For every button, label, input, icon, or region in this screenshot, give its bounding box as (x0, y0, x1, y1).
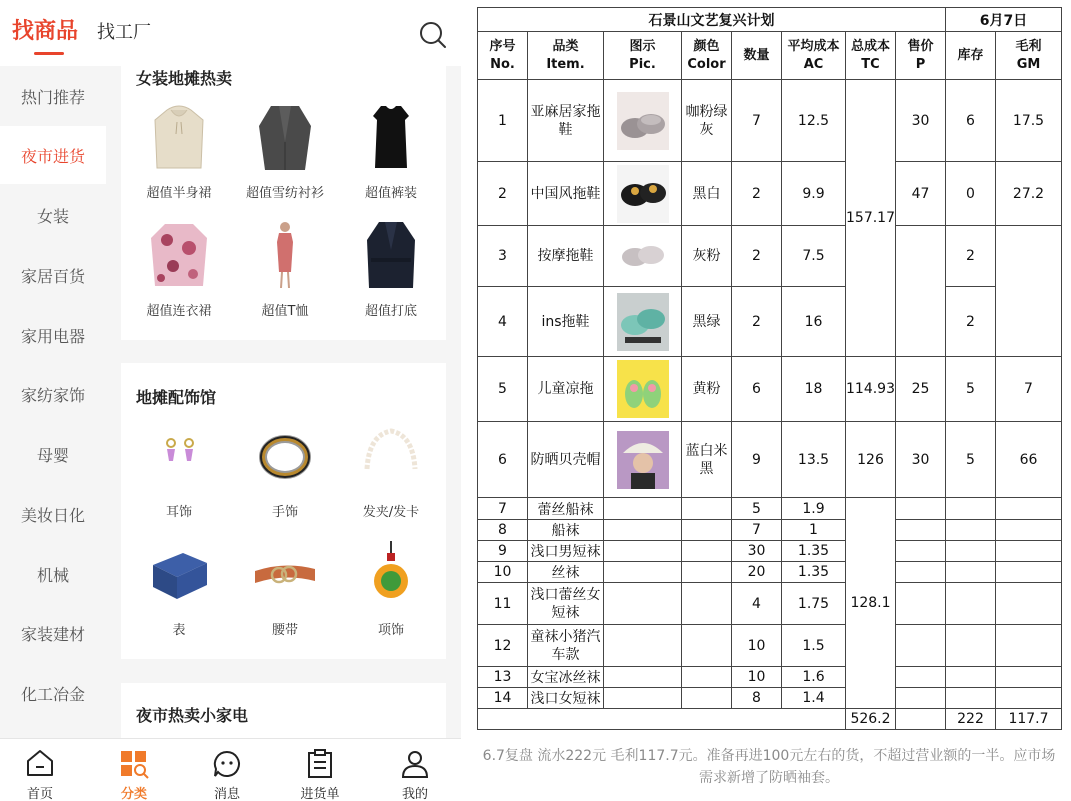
cell-qty: 9 (732, 422, 782, 498)
cell-no: 2 (478, 162, 528, 226)
pearl-headband-icon (361, 421, 421, 491)
cell-no: 8 (478, 520, 528, 541)
sidebar-item-hot[interactable] (0, 67, 106, 125)
col-header-item: 品类 Item. (528, 32, 604, 80)
hoodie-icon (149, 102, 209, 172)
cell-ac: 12.5 (782, 80, 846, 162)
cell-qty: 10 (732, 625, 782, 667)
total-stock: 222 (946, 709, 996, 730)
sidebar-item-machinery[interactable] (0, 545, 106, 603)
cell-item: 儿童凉拖 (528, 357, 604, 422)
cell-qty: 20 (732, 562, 782, 583)
sidebar-item-textiles[interactable] (0, 365, 106, 423)
product-label: 超值半身裙 (146, 186, 212, 201)
table-row (478, 226, 1062, 287)
sidebar-item-label: 家居百货 (20, 266, 85, 286)
cell-no: 6 (478, 422, 528, 498)
nav-label: 首页 (26, 787, 53, 801)
cell-qty: 2 (732, 162, 782, 226)
table-row (478, 562, 1062, 583)
slipper-mint-icon (617, 293, 669, 351)
cell-color: 灰粉 (682, 226, 732, 287)
cell-item: ins拖鞋 (528, 287, 604, 357)
qipao-icon (255, 220, 315, 290)
sidebar-item-chemical[interactable] (0, 664, 106, 722)
cell-ac: 1.9 (782, 498, 846, 520)
cell-ac: 1.5 (782, 625, 846, 667)
pendant-icon (361, 539, 421, 609)
cell-pic (604, 162, 682, 226)
sidebar-item-appliances[interactable] (0, 306, 106, 364)
inventory-table-wrapper (477, 7, 1061, 730)
cell-item: 防晒贝壳帽 (528, 422, 604, 498)
sidebar-item-baby[interactable] (0, 425, 106, 483)
cell-price: 30 (896, 422, 946, 498)
col-header-tc: 总成本 TC (846, 32, 896, 80)
cell-qty: 7 (732, 80, 782, 162)
cell-qty: 5 (732, 498, 782, 520)
product-label: 超值裤装 (364, 186, 417, 201)
cell-ac: 1.35 (782, 541, 846, 562)
cell-no: 14 (478, 688, 528, 709)
cell-ac: 13.5 (782, 422, 846, 498)
table-row (478, 667, 1062, 688)
nav-purchase-list[interactable] (274, 739, 366, 801)
cell-qty: 10 (732, 667, 782, 688)
nav-label: 进货单 (300, 787, 340, 801)
cell-pic (604, 226, 682, 287)
cell-ac: 9.9 (782, 162, 846, 226)
cell-color: 黑白 (682, 162, 732, 226)
product-tile[interactable] (231, 220, 339, 319)
ring-icon (255, 421, 315, 491)
nav-label: 我的 (401, 787, 428, 801)
cardigan-icon (255, 102, 315, 172)
table-row (478, 357, 1062, 422)
cell-price: 25 (896, 357, 946, 422)
cell-tc: 157.17 (846, 80, 896, 357)
table-row (478, 583, 1062, 625)
message-icon (212, 749, 242, 779)
cell-qty: 2 (732, 226, 782, 287)
black-dress-icon (361, 102, 421, 172)
cell-tc: 126 (846, 422, 896, 498)
table-row (478, 162, 1062, 226)
product-tile[interactable] (125, 421, 233, 520)
sidebar-item-night-market[interactable] (0, 126, 106, 184)
table-row (478, 422, 1062, 498)
sidebar-item-label: 夜市进货 (20, 146, 85, 166)
cell-color: 黄粉 (682, 357, 732, 422)
cell-ac: 18 (782, 357, 846, 422)
nav-home[interactable] (0, 739, 86, 801)
cell-no: 12 (478, 625, 528, 667)
product-tile[interactable] (125, 220, 233, 319)
cell-ac: 1.4 (782, 688, 846, 709)
col-header-stock: 库存 (946, 32, 996, 80)
cell-no: 11 (478, 583, 528, 625)
section-card-womenswear (121, 56, 446, 340)
slipper-gray-icon (617, 92, 669, 150)
product-tile[interactable] (337, 220, 445, 319)
cell-no: 3 (478, 226, 528, 287)
cell-qty: 30 (732, 541, 782, 562)
product-tile[interactable] (125, 539, 233, 638)
home-icon (25, 749, 55, 777)
sidebar-item-label: 化工冶金 (20, 684, 85, 704)
cell-no: 9 (478, 541, 528, 562)
sun-hat-icon (617, 431, 669, 489)
section-card-small-appliances (121, 683, 446, 743)
sidebar-item-label: 女装 (36, 206, 69, 226)
cell-item: 按摩拖鞋 (528, 226, 604, 287)
product-label: 手饰 (271, 505, 298, 520)
slipper-black-icon (617, 165, 669, 223)
col-header-no: 序号 No. (478, 32, 528, 80)
cell-color: 咖粉绿灰 (682, 80, 732, 162)
belt-icon (255, 539, 315, 609)
cell-item: 浅口男短袜 (528, 541, 604, 562)
cell-pic (604, 287, 682, 357)
product-label: 腰带 (271, 623, 298, 638)
cell-stock: 5 (946, 422, 996, 498)
col-header-ac: 平均成本 AC (782, 32, 846, 80)
total-tc: 526.2 (846, 709, 896, 730)
cell-item: 中国风拖鞋 (528, 162, 604, 226)
kids-sandal-icon (617, 360, 669, 418)
cell-item: 浅口女短袜 (528, 688, 604, 709)
cell-price (896, 226, 946, 357)
product-tile[interactable] (337, 102, 445, 201)
cell-stock: 5 (946, 357, 996, 422)
product-label: 超值打底 (364, 304, 417, 319)
cell-no: 13 (478, 667, 528, 688)
table-row (478, 520, 1062, 541)
cell-ac: 1.6 (782, 667, 846, 688)
product-label: 超值雪纺衬衫 (245, 186, 324, 201)
nav-label: 消息 (213, 787, 240, 801)
cell-price: 30 (896, 80, 946, 162)
col-header-color: 颜色 Color (682, 32, 732, 80)
sidebar-item-label: 热门推荐 (20, 87, 85, 107)
sidebar-item-label: 家装建材 (20, 624, 85, 644)
tab-find-factory[interactable]: 找工厂 (97, 22, 151, 43)
sidebar-item-building[interactable] (0, 604, 106, 662)
cell-tc: 128.1 (846, 498, 896, 709)
tab-find-goods[interactable]: 找商品 (12, 19, 79, 44)
app-screen (0, 0, 461, 801)
product-tile[interactable] (231, 539, 339, 638)
cell-item: 亚麻居家拖鞋 (528, 80, 604, 162)
order-list-icon (305, 749, 335, 779)
cell-pic (604, 80, 682, 162)
cell-ac: 1 (782, 520, 846, 541)
cell-price: 47 (896, 162, 946, 226)
title-row (478, 8, 1062, 32)
sidebar-item-womenswear[interactable] (0, 186, 106, 244)
cell-qty: 2 (732, 287, 782, 357)
table-row (478, 287, 1062, 357)
cell-no: 10 (478, 562, 528, 583)
cell-item: 蕾丝船袜 (528, 498, 604, 520)
col-header-pic: 图示 Pic. (604, 32, 682, 80)
sidebar-item-label: 家用电器 (20, 326, 85, 346)
product-label: 项饰 (377, 623, 404, 638)
cell-gm (996, 226, 1062, 357)
totals-row (478, 709, 1062, 730)
cell-gm: 27.2 (996, 162, 1062, 226)
col-header-gm: 毛利 GM (996, 32, 1062, 80)
sidebar-item-beauty[interactable] (0, 485, 106, 543)
cell-item: 丝袜 (528, 562, 604, 583)
cell-pic (604, 357, 682, 422)
nav-category[interactable] (88, 739, 180, 801)
inventory-sheet-image (461, 0, 1071, 801)
cell-item: 浅口蕾丝女短袜 (528, 583, 604, 625)
nav-messages[interactable] (181, 739, 273, 801)
gift-box-icon (149, 539, 209, 609)
cell-no: 4 (478, 287, 528, 357)
nav-profile[interactable] (369, 739, 461, 801)
product-label: 耳饰 (165, 505, 192, 520)
cell-color: 蓝白米黑 (682, 422, 732, 498)
cell-ac: 1.35 (782, 562, 846, 583)
cell-gm: 17.5 (996, 80, 1062, 162)
cell-pic (604, 422, 682, 498)
col-header-price: 售价 P (896, 32, 946, 80)
product-label: 发夹/发卡 (362, 505, 420, 520)
cell-item: 船袜 (528, 520, 604, 541)
review-note: 6.7复盘 流水222元 毛利117.7元。准备再进100元左右的货，不超过营业额的一半。应市场需求新增了防晒袖套。 (482, 748, 1056, 786)
sheet-title: 石景山文艺复兴计划 (478, 8, 946, 32)
total-gm: 117.7 (996, 709, 1062, 730)
cell-item: 女宝冰丝袜 (528, 667, 604, 688)
cell-item: 童袜小猪汽车款 (528, 625, 604, 667)
category-sidebar (0, 66, 106, 738)
cell-qty: 6 (732, 357, 782, 422)
product-tile[interactable] (125, 102, 233, 201)
cell-qty: 8 (732, 688, 782, 709)
inventory-table (477, 7, 1062, 730)
sheet-date: 6月7日 (946, 8, 1062, 32)
cell-gm: 66 (996, 422, 1062, 498)
product-label: 超值T恤 (261, 304, 309, 319)
table-row (478, 541, 1062, 562)
product-tile[interactable] (337, 539, 445, 638)
cell-ac: 1.75 (782, 583, 846, 625)
sidebar-item-home-goods[interactable] (0, 246, 106, 304)
product-tile[interactable] (231, 421, 339, 520)
nav-label: 分类 (120, 787, 147, 801)
cell-stock: 2 (946, 287, 996, 357)
section-card-accessories (121, 363, 446, 659)
cell-qty: 7 (732, 520, 782, 541)
bottom-navigation (0, 738, 461, 801)
cell-stock: 6 (946, 80, 996, 162)
cell-ac: 16 (782, 287, 846, 357)
table-row (478, 625, 1062, 667)
cell-qty: 4 (732, 583, 782, 625)
table-row (478, 80, 1062, 162)
sidebar-item-label: 家纺家饰 (20, 385, 85, 405)
cell-stock: 2 (946, 226, 996, 287)
sidebar-item-label: 母婴 (36, 445, 69, 465)
sidebar-item-label: 机械 (36, 565, 69, 585)
cell-gm: 7 (996, 357, 1062, 422)
cell-no: 5 (478, 357, 528, 422)
cell-no: 1 (478, 80, 528, 162)
earring-icon (149, 421, 209, 491)
cell-color: 黑绿 (682, 287, 732, 357)
coat-icon (361, 220, 421, 290)
section-title: 女装地摊热卖 (136, 69, 233, 88)
cell-no: 7 (478, 498, 528, 520)
profile-icon (400, 749, 430, 779)
product-tile[interactable] (337, 421, 445, 520)
table-row (478, 688, 1062, 709)
cell-tc: 114.93 (846, 357, 896, 422)
section-title: 地摊配饰馆 (136, 388, 217, 407)
category-icon (119, 749, 149, 779)
slipper-pink-icon (617, 227, 669, 285)
cell-ac: 7.5 (782, 226, 846, 287)
active-tab-indicator (34, 52, 64, 55)
floral-shirt-icon (149, 220, 209, 290)
section-title: 夜市热卖小家电 (136, 706, 249, 725)
sidebar-item-label: 美妆日化 (20, 505, 85, 525)
product-label: 超值连衣裙 (146, 304, 212, 319)
product-label: 表 (172, 623, 186, 638)
product-tile[interactable] (231, 102, 339, 201)
cell-stock: 0 (946, 162, 996, 226)
col-header-qty: 数量 (732, 32, 782, 80)
header-row (478, 32, 1062, 80)
table-row (478, 498, 1062, 520)
search-icon[interactable] (418, 20, 448, 50)
